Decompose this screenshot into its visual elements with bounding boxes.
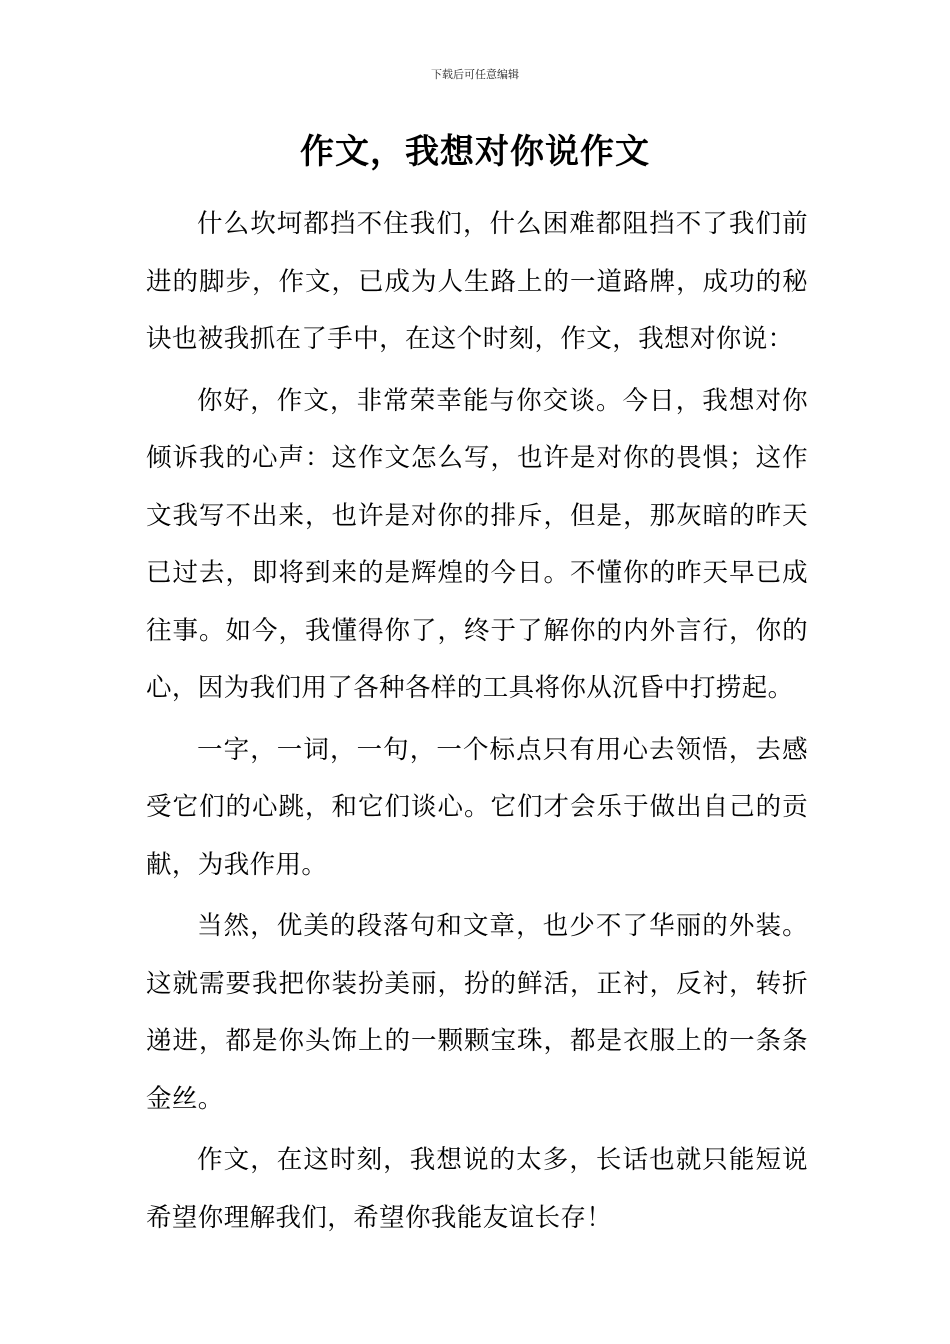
paragraph-1: 什么坎坷都挡不住我们，什么困难都阻挡不了我们前进的脚步，作文，已成为人生路上的一道路牌，成功的秘诀也被我抓在了手中，在这个时刻，作文，我想对你说： — [146, 209, 808, 354]
page-title: 作文，我想对你说作文 — [300, 132, 650, 172]
header-note: 下载后可任意编辑 — [431, 68, 519, 81]
paragraph-2: 你好，作文，非常荣幸能与你交谈。今日，我想对你倾诉我的心声：这作文怎么写，也许是对你的畏惧；这作文我写不出来，也许是对你的排斥，但是，那灰暗的昨天已过去，即将到来的是辉煌的今日。不懂你的昨天早已成往事。如今，我懂得你了，终于了解你的内外言行，你的心，因为我们用了各种各样的工具将你从沉昏中打捞起。 — [146, 385, 808, 703]
paragraph-3: 一字，一词，一句，一个标点只有用心去领悟，去感受它们的心跳，和它们谈心。它们才会乐于做出自己的贡献，为我作用。 — [146, 734, 808, 880]
paragraph-4: 当然，优美的段落句和文章，也少不了华丽的外装。这就需要我把你装扮美丽，扮的鲜活，正衬，反衬，转折递进，都是你头饰上的一颗颗宝珠，都是衣服上的一条条金丝。 — [146, 911, 808, 1114]
essay-body — [146, 196, 808, 1251]
paragraph-5: 作文，在这时刻，我想说的太多，长话也就只能短说希望你理解我们，希望你我能友谊长存！ — [146, 1145, 808, 1233]
